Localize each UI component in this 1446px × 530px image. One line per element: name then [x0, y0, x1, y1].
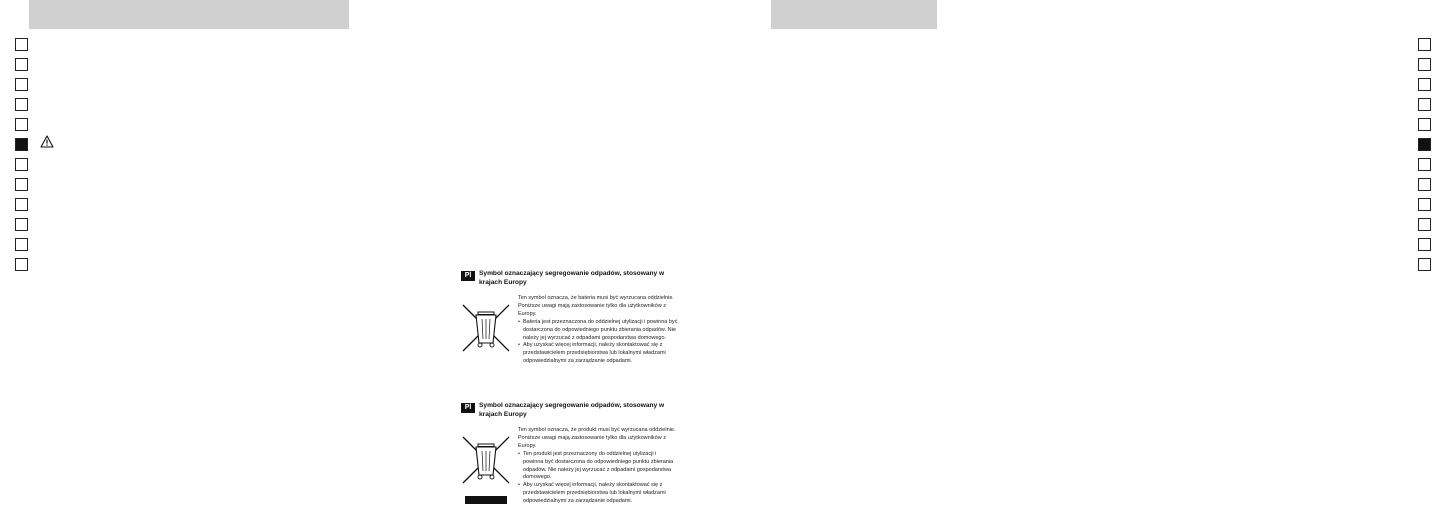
chapter-tab[interactable]	[1418, 78, 1431, 91]
section-text	[518, 295, 678, 366]
disposal-section-battery	[461, 271, 691, 395]
chapter-tab[interactable]	[15, 238, 28, 251]
chapter-tab-active[interactable]	[1418, 138, 1431, 151]
crossed-bin-icon	[461, 303, 511, 353]
header-bar-left	[29, 0, 349, 29]
section-intro: Ten symbol oznacza, że produkt musi być wyrzucana oddzielnie.	[518, 427, 676, 433]
section-intro: Ten symbol oznacza, że bateria musi być wyrzucana oddzielnie.	[518, 295, 674, 301]
chapter-tab[interactable]	[1418, 258, 1431, 271]
header-bar-right	[771, 0, 937, 29]
chapter-tabs-left	[15, 38, 28, 278]
chapter-tab[interactable]	[15, 78, 28, 91]
crossed-bin-icon	[461, 435, 511, 485]
section-title: Symbol oznaczający segregowanie odpadów, stosowany w krajach Europy	[479, 402, 665, 418]
chapter-tab[interactable]	[15, 98, 28, 111]
bullet-item: • Aby uzyskać więcej informacji, należy skontaktować się z przedstawicielem przedsiębiorstwa lub lokalnymi władzami odpowiedzialnymi za zarządzanie odpadami.	[518, 342, 678, 366]
language-badge: Pl	[461, 271, 475, 281]
chapter-tab[interactable]	[1418, 178, 1431, 191]
chapter-tab[interactable]	[1418, 218, 1431, 231]
chapter-tab[interactable]	[15, 158, 28, 171]
disposal-section-product	[461, 403, 691, 527]
weee-black-bar	[465, 496, 507, 504]
bullet-item: • Bateria jest przeznaczona do oddzielnej utylizacji i powinna być dostarczona do odpowiedniego punktu zbierania odpadów. Nie należy jej wyrzucać z odpadami gospodarstwa domowego.	[518, 319, 678, 343]
chapter-tab[interactable]	[1418, 118, 1431, 131]
chapter-tab[interactable]	[15, 58, 28, 71]
bullet-list	[518, 451, 678, 506]
chapter-tab-active[interactable]	[15, 138, 28, 151]
section-title: Symbol oznaczający segregowanie odpadów, stosowany w krajach Europy	[479, 270, 665, 286]
bullet-item: • Ten produkt jest przeznaczony do oddzielnej utylizacji i powinna być dostarczona do odpowiedniego punktu zbierania odpadów. Nie należy jej wyrzucać z odpadami gospodarstwa domowego.	[518, 451, 678, 483]
chapter-tab[interactable]	[1418, 38, 1431, 51]
chapter-tab[interactable]	[1418, 198, 1431, 211]
section-note: Poniższe uwagi mają zastosowanie tylko dla użytkowników z Europy.	[518, 302, 666, 317]
language-badge: Pl	[461, 403, 475, 413]
chapter-tab[interactable]	[15, 178, 28, 191]
chapter-tab[interactable]	[1418, 98, 1431, 111]
chapter-tab[interactable]	[1418, 58, 1431, 71]
warning-triangle-icon	[40, 135, 54, 148]
chapter-tab[interactable]	[15, 258, 28, 271]
bullet-list	[518, 319, 678, 366]
bullet-item: • Aby uzyskać więcej informacji, należy skontaktować się z przedstawicielem przedsiębiorstwa lub lokalnymi władzami odpowiedzialnymi za zarządzanie odpadami.	[518, 482, 678, 506]
chapter-tab[interactable]	[15, 198, 28, 211]
section-note: Poniższe uwagi mają zastosowanie tylko dla użytkowników z Europy.	[518, 434, 666, 449]
chapter-tab[interactable]	[1418, 158, 1431, 171]
chapter-tab[interactable]	[15, 38, 28, 51]
chapter-tab[interactable]	[15, 118, 28, 131]
chapter-tab[interactable]	[1418, 238, 1431, 251]
chapter-tab[interactable]	[15, 218, 28, 231]
chapter-tabs-right	[1418, 38, 1431, 278]
section-text	[518, 427, 678, 506]
